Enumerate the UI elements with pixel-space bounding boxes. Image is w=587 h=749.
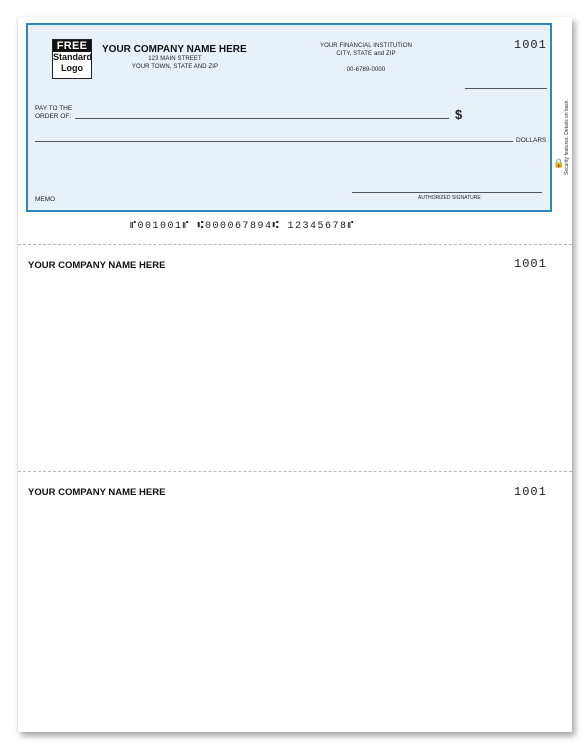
padlock-icon: 🔒 [553, 158, 565, 168]
micr-line: ⑈001001⑈ ⑆000067894⑆ 12345678⑈ [130, 221, 356, 232]
security-features-note [563, 45, 571, 175]
pay-to-label-1: PAY TO THE [35, 105, 73, 112]
stub-1-company-name: YOUR COMPANY NAME HERE [28, 260, 166, 271]
stub-2-company-name: YOUR COMPANY NAME HERE [28, 487, 166, 498]
dollars-label: DOLLARS [516, 137, 547, 144]
memo-label: MEMO [35, 196, 56, 203]
stub-2-check-number: 1001 [514, 485, 547, 499]
payee-line [75, 118, 449, 119]
bank-routing-fraction: 00-6789-0000 [346, 67, 386, 73]
date-line [465, 88, 547, 89]
check-sheet [18, 17, 572, 732]
stub-1-check-number: 1001 [514, 257, 547, 271]
logo-line-1: Standard [53, 52, 93, 62]
signature-label: AUTHORIZED SIGNATURE [418, 195, 481, 201]
logo-free-label: FREE [53, 40, 91, 52]
company-logo [52, 39, 92, 79]
signature-line [352, 192, 542, 193]
pay-to-label-2: ORDER OF: [35, 113, 72, 120]
security-features-text: Security features. Details on back. [564, 99, 570, 175]
check-panel [26, 23, 570, 212]
bank-city: CITY, STATE and ZIP [336, 51, 396, 57]
dollar-sign: $ [455, 107, 463, 122]
company-city: YOUR TOWN, STATE AND ZIP [131, 64, 219, 70]
company-street: 123 MAIN STREET [148, 56, 202, 62]
perforation-line-1 [18, 244, 572, 245]
bank-name: YOUR FINANCIAL INSTITUTION [319, 43, 413, 49]
check-company-name: YOUR COMPANY NAME HERE [102, 44, 247, 55]
check-number: 1001 [514, 38, 547, 52]
perforation-line-2 [18, 471, 572, 472]
amount-words-line [35, 141, 513, 142]
logo-line-2: Logo [61, 63, 83, 73]
